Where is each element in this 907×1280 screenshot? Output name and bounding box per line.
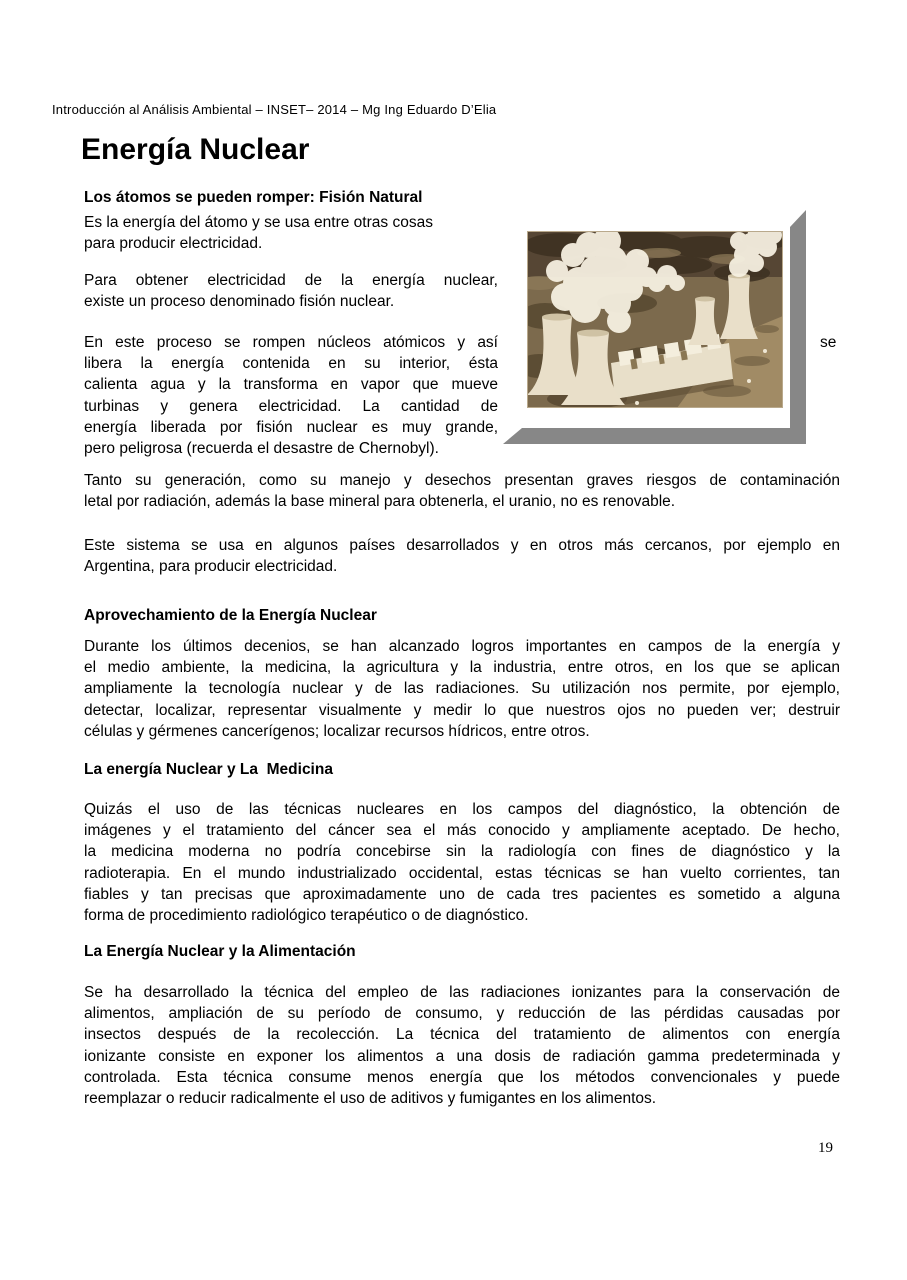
paragraph: Este sistema se usa en algunos países desarrollados y en otros más cercanos, por ejemplo en Argentina, para producir electricidad. — [84, 537, 840, 576]
paragraph: Tanto su generación, como su manejo y desechos presentan graves riesgos de contaminación letal por radiación, además la base mineral para obtenerla, el uranio, no es renovable. — [84, 472, 840, 511]
page-number: 19 — [818, 1140, 833, 1156]
nuclear-plant-figure — [503, 205, 815, 447]
paragraph: Es la energía del átomo y se usa entre otras cosas para producir electricidad. — [84, 214, 433, 253]
section-heading-alimentacion: La Energía Nuclear y la Alimentación — [84, 943, 356, 960]
section-heading-medicina: La energía Nuclear y La Medicina — [84, 761, 333, 778]
paragraph: Durante los últimos decenios, se han alcanzado logros importantes en campos de la energía y el medio ambiente, la medicina, la agricultura y la industria, entre otros, en los que se aplican ampliamente la tecnología nuclear y de las radiaciones. Su utilización nos permite, por ejemplo, detectar, localizar, representar visualmente y medir lo que nuestros ojos no pueden ver; destruir células y gérmenes cancerígenos; localizar recursos hídricos, entre otros. — [84, 638, 840, 740]
section-heading-aprovechamiento: Aprovechamiento de la Energía Nuclear — [84, 607, 377, 624]
wrapped-word-right-of-image: se — [820, 334, 837, 351]
paragraph: Para obtener electricidad de la energía nuclear, existe un proceso denominado fisión nuclear. — [84, 272, 498, 311]
section-heading-fision: Los átomos se pueden romper: Fisión Natural — [84, 189, 423, 206]
course-header: Introducción al Análisis Ambiental – INSET– 2014 – Mg Ing Eduardo D’Elia — [52, 102, 497, 117]
paragraph: Se ha desarrollado la técnica del empleo de las radiaciones ionizantes para la conservación de alimentos, ampliación de su período de consumo, y reducción de las pérdidas causadas por insectos después de la recolección. La técnica del tratamiento de alimentos con energía ionizante consiste en exponer los alimentos a una dosis de radiación gamma predeterminada y controlada. Esta técnica consume menos energía que los métodos convencionales y puede reemplazar o reducir radicalmente el uso de aditivos y fumigantes en los alimentos. — [84, 984, 840, 1108]
nuclear-plant-photo — [527, 231, 783, 408]
page-title: Energía Nuclear — [81, 133, 310, 166]
paragraph: En este proceso se rompen núcleos atómicos y así libera la energía contenida en su interior, ésta calienta agua y la transforma en vapor que mueve turbinas y genera electricidad. La cantidad de energía liberada por fisión nuclear es muy grande, pero peligrosa (recuerda el desastre de Chernobyl). — [84, 334, 498, 458]
paragraph: Quizás el uso de las técnicas nucleares en los campos del diagnóstico, la obtención de imágenes y el tratamiento del cáncer sea el más conocido y ampliamente aceptado. De hecho, la medicina moderna no podría concebirse sin la radiología con fines de diagnóstico y la radioterapia. En el mundo industrializado occidental, estas técnicas se han vuelto corrientes, tan fiables y tan precisas que aproximadamente uno de cada tres pacientes es sometido a alguna forma de procedimiento radiológico terapéutico o de diagnóstico. — [84, 801, 840, 925]
